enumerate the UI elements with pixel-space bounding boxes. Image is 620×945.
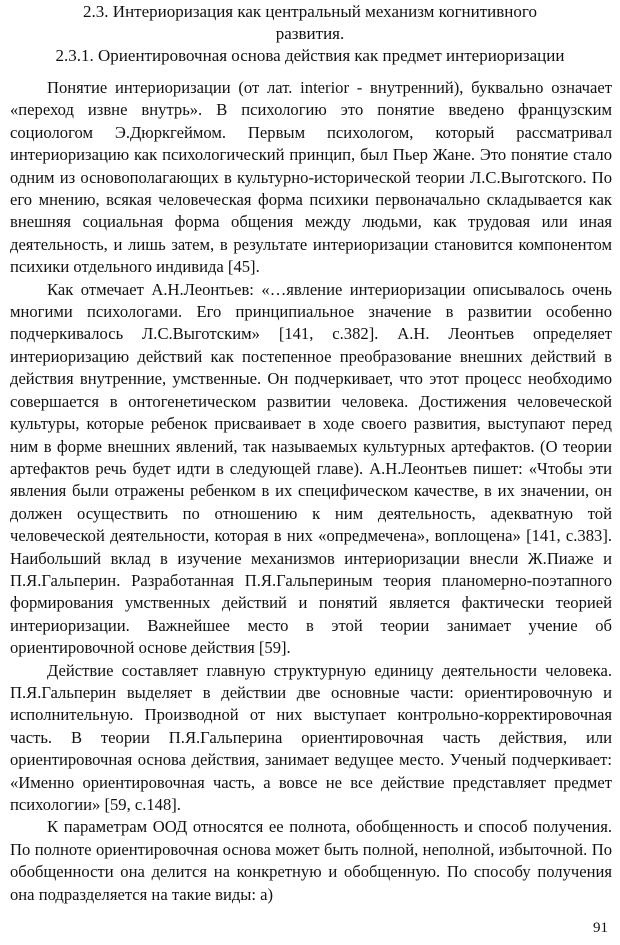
body-text: [10, 77, 612, 906]
section-title-line-2: развития.: [275, 24, 345, 43]
paragraph-ood-parameters: К параметрам ООД относятся ее полнота, обобщенность и способ получения. По полноте ориентировочная основа может быть полной, неполной, избыточной. По обобщенности она делится на конкретную и обобщенную. По способу получения она подразделяется на такие виды: а): [10, 817, 612, 904]
paragraph-leontiev: Как отмечает А.Н.Леонтьев: «…явление интериоризации описывалось очень многими психологами. Его принципиальное значение в развитии особенно подчеркивалось Л.С.Выготским» [141, с.382]. А.Н. Леонтьев определяет интериоризацию действий как постепенное преобразование внешних действий в действия внутренние, умственные. Он подчеркивает, что этот процесс необходимо совершается в онтогенетическом развитии человека. Достижения человеческой культуры, которые ребенок присваивает в ходе своего развития, выступают перед ним в форме внешних явлений, так называемых культурных артефактов. (О теории артефактов речь будет идти в следующей главе). А.Н.Леонтьев пишет: «Чтобы эти явления были отражены ребенком в их специфическом качестве, в их значении, он должен осуществить по отношению к ним деятельность, адекватную той человеческой деятельности, которая в них «опредмечена», воплощена» [141, с.383]. Наибольший вклад в изучение механизмов интериоризации внесли Ж.Пиаже и П.Я.Гальперин. Разработанная П.Я.Гальпериным теория планомерно-поэтапного формирования умственных действий и понятий является фактически теорией интериоризации. Важнейшее место в этой теории занимает учение об ориентировочной основе действия [59].: [10, 279, 612, 658]
subsection-title: 2.3.1. Ориентировочная основа действия как предмет интериоризации: [55, 46, 565, 65]
paragraph-interiorization-concept: Понятие интериоризации (от лат. interior - внутренний), буквально означает «переход извне внутрь». В психологию это понятие введено французским социологом Э.Дюркгеймом. Первым психологом, который рассматривал интериоризацию как психологический принцип, был Пьер Жане. Это понятие стало одним из основополагающих в культурно-исторической теории Л.С.Выготского. По его мнению, всякая человеческая форма психики первоначально складывается как внешняя социальная форма общения между людьми, как трудовая или иная деятельность, и лишь затем, в результате интериоризации становится компонентом психики отдельного индивида [45].: [10, 78, 612, 277]
page-number: 91: [593, 920, 608, 936]
section-title-line-1: 2.3. Интериоризация как центральный механизм когнитивного: [83, 2, 537, 21]
paragraph-action-structure: Действие составляет главную структурную единицу деятельности человека. П.Я.Гальперин выделяет в действии две основные части: ориентировочную и исполнительную. Производной от них выступает контрольно-корректировочная часть. В теории П.Я.Гальперина ориентировочная часть действия, или ориентировочная основа действия, занимает ведущее место. Ученый подчеркивает: «Именно ориентировочная часть, а вовсе не все действие представляет предмет психологии» [59, с.148].: [10, 660, 612, 814]
